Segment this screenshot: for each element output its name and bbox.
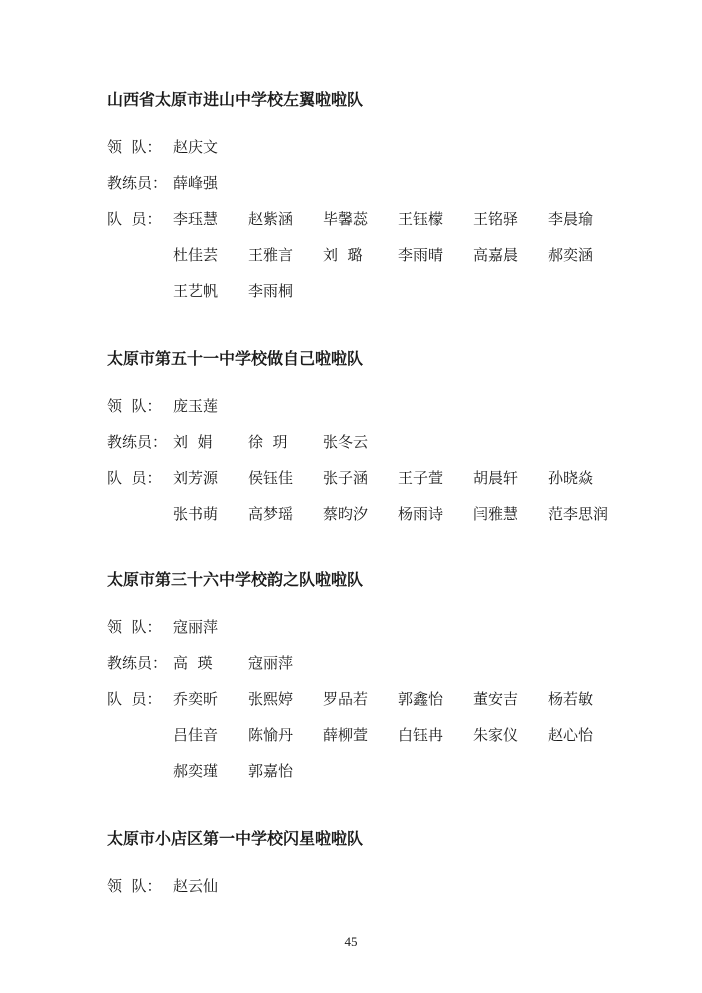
person-name: 郝奕涵	[548, 246, 594, 264]
person-name: 郝奕瑾	[173, 762, 219, 780]
person-name: 刘 璐	[323, 246, 363, 264]
team-title: 太原市第三十六中学校韵之队啦啦队	[107, 570, 364, 589]
person-name: 郭鑫怡	[398, 690, 444, 708]
person-name: 郭嘉怡	[248, 762, 294, 780]
person-name: 朱家仪	[473, 726, 519, 744]
person-name: 赵心怡	[548, 726, 594, 744]
person-name: 王雅言	[248, 246, 294, 264]
leader-row	[107, 609, 627, 645]
person-name: 闫雅慧	[473, 505, 519, 523]
member-row	[107, 753, 627, 789]
person-name: 徐 玥	[248, 433, 288, 451]
person-name: 高嘉晨	[473, 246, 519, 264]
person-name: 赵紫涵	[248, 210, 294, 228]
person-name: 蔡昀汐	[323, 505, 369, 523]
person-name: 董安吉	[473, 690, 519, 708]
member-row	[107, 717, 627, 753]
person-name: 寇丽萍	[173, 618, 219, 636]
person-name: 李晨瑜	[548, 210, 594, 228]
field-label: 教练员：	[107, 174, 168, 192]
person-name: 张书萌	[173, 505, 219, 523]
field-label: 队 员：	[107, 469, 162, 487]
field-label: 领 队：	[107, 138, 162, 156]
person-name: 王铭驿	[473, 210, 519, 228]
coach-row	[107, 645, 627, 681]
person-name: 寇丽萍	[248, 654, 294, 672]
person-name: 赵云仙	[173, 877, 219, 895]
team-title: 太原市小店区第一中学校闪星啦啦队	[107, 829, 364, 848]
person-name: 白钰冉	[398, 726, 444, 744]
person-name: 刘 娟	[173, 433, 213, 451]
person-name: 乔奕昕	[173, 690, 219, 708]
person-name: 吕佳音	[173, 726, 219, 744]
leader-row	[107, 388, 627, 424]
team-section	[107, 827, 627, 904]
field-label: 教练员：	[107, 433, 168, 451]
person-name: 王钰檬	[398, 210, 444, 228]
field-label: 队 员：	[107, 690, 162, 708]
person-name: 薛峰强	[173, 174, 219, 192]
person-name: 李雨晴	[398, 246, 444, 264]
person-name: 李雨桐	[248, 282, 294, 300]
person-name: 高梦瑶	[248, 505, 294, 523]
person-name: 胡晨轩	[473, 469, 519, 487]
person-name: 张熙婷	[248, 690, 294, 708]
leader-row	[107, 868, 627, 904]
team-section	[107, 347, 627, 532]
person-name: 毕馨蕊	[323, 210, 369, 228]
person-name: 高 瑛	[173, 654, 213, 672]
page-number: 45	[344, 934, 358, 949]
field-label: 领 队：	[107, 397, 162, 415]
field-label: 教练员：	[107, 654, 168, 672]
member-row	[107, 273, 627, 309]
person-name: 王艺帆	[173, 282, 219, 300]
person-name: 薛柳萱	[323, 726, 369, 744]
member-row	[107, 237, 627, 273]
leader-row	[107, 129, 627, 165]
member-row	[107, 681, 627, 717]
field-label: 领 队：	[107, 618, 162, 636]
person-name: 杨雨诗	[398, 505, 444, 523]
person-name: 杜佳芸	[173, 246, 219, 264]
team-title: 太原市第五十一中学校做自己啦啦队	[107, 349, 364, 368]
member-row	[107, 496, 627, 532]
team-section	[107, 88, 627, 309]
team-section	[107, 568, 627, 789]
coach-row	[107, 165, 627, 201]
person-name: 范李思润	[548, 505, 609, 523]
team-title: 山西省太原市进山中学校左翼啦啦队	[107, 90, 364, 109]
field-label: 领 队：	[107, 877, 162, 895]
person-name: 张子涵	[323, 469, 369, 487]
member-row	[107, 460, 627, 496]
person-name: 庞玉莲	[173, 397, 219, 415]
person-name: 王子萱	[398, 469, 444, 487]
coach-row	[107, 424, 627, 460]
person-name: 赵庆文	[173, 138, 219, 156]
person-name: 侯钰佳	[248, 469, 294, 487]
person-name: 孙晓焱	[548, 469, 594, 487]
person-name: 罗品若	[323, 690, 369, 708]
member-row	[107, 201, 627, 237]
person-name: 刘芳源	[173, 469, 219, 487]
person-name: 张冬云	[323, 433, 369, 451]
person-name: 杨若敏	[548, 690, 594, 708]
field-label: 队 员：	[107, 210, 162, 228]
person-name: 李珏慧	[173, 210, 219, 228]
person-name: 陈愉丹	[248, 726, 294, 744]
